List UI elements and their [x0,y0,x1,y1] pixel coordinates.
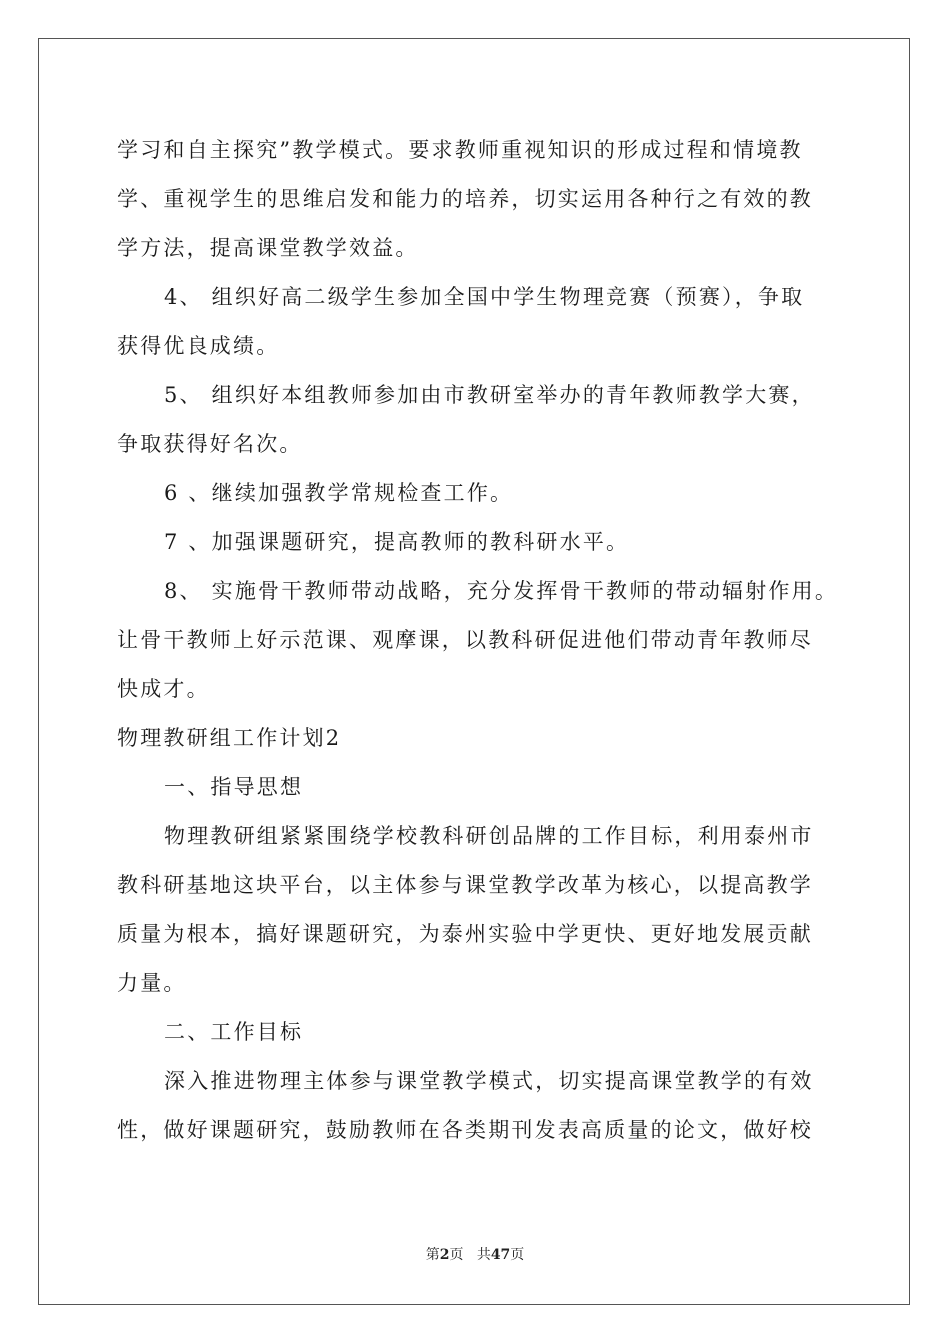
text-line: 让骨干教师上好示范课、观摩课，以教科研促进他们带动青年教师尽 [117,628,813,652]
footer-page-number: 2 [439,1247,450,1263]
text-line: 6 、继续加强教学常规检查工作。 [164,481,514,505]
footer-total-prefix: 共 [476,1247,491,1263]
text-line: 物理教研组工作计划2 [117,726,342,750]
document-body [117,126,837,1155]
footer-page-unit: 页 [449,1247,464,1263]
text-line: 性，做好课题研究，鼓励教师在各类期刊发表高质量的论文，做好校 [117,1118,813,1142]
text-line: 4、 组织好高二级学生参加全国中学生物理竞赛（预赛），争取 [164,285,805,309]
text-line: 质量为根本，搞好课题研究，为泰州实验中学更快、更好地发展贡献 [117,922,813,946]
text-line: 获得优良成绩。 [117,334,280,358]
text-line: 教科研基地这块平台，以主体参与课堂教学改革为核心，以提高教学 [117,873,813,897]
text-line: 深入推进物理主体参与课堂教学模式，切实提高课堂教学的有效 [164,1069,814,1093]
text-line: 7 、加强课题研究，提高教师的教科研水平。 [164,530,630,554]
text-line: 学、重视学生的思维启发和能力的培养，切实运用各种行之有效的教 [117,187,813,211]
text-line: 争取获得好名次。 [117,432,303,456]
page-footer [0,1244,950,1264]
text-line: 8、 实施骨干教师带动战略，充分发挥骨干教师的带动辐射作用。 [164,579,839,603]
text-line: 一、指导思想 [164,775,304,799]
text-line: 学习和自主探究”教学模式。要求教师重视知识的形成过程和情境教 [117,138,803,162]
footer-total-pages: 47 [490,1247,511,1263]
text-line: 力量。 [117,971,187,995]
footer-prefix: 第 [425,1247,440,1263]
text-line: 物理教研组紧紧围绕学校教科研创品牌的工作目标，利用泰州市 [164,824,814,848]
text-line: 5、 组织好本组教师参加由市教研室举办的青年教师教学大赛， [164,383,815,407]
text-line: 学方法，提高课堂教学效益。 [117,236,419,260]
footer-total-unit: 页 [510,1247,525,1263]
text-line: 二、工作目标 [164,1020,304,1044]
text-line: 快成才。 [117,677,210,701]
